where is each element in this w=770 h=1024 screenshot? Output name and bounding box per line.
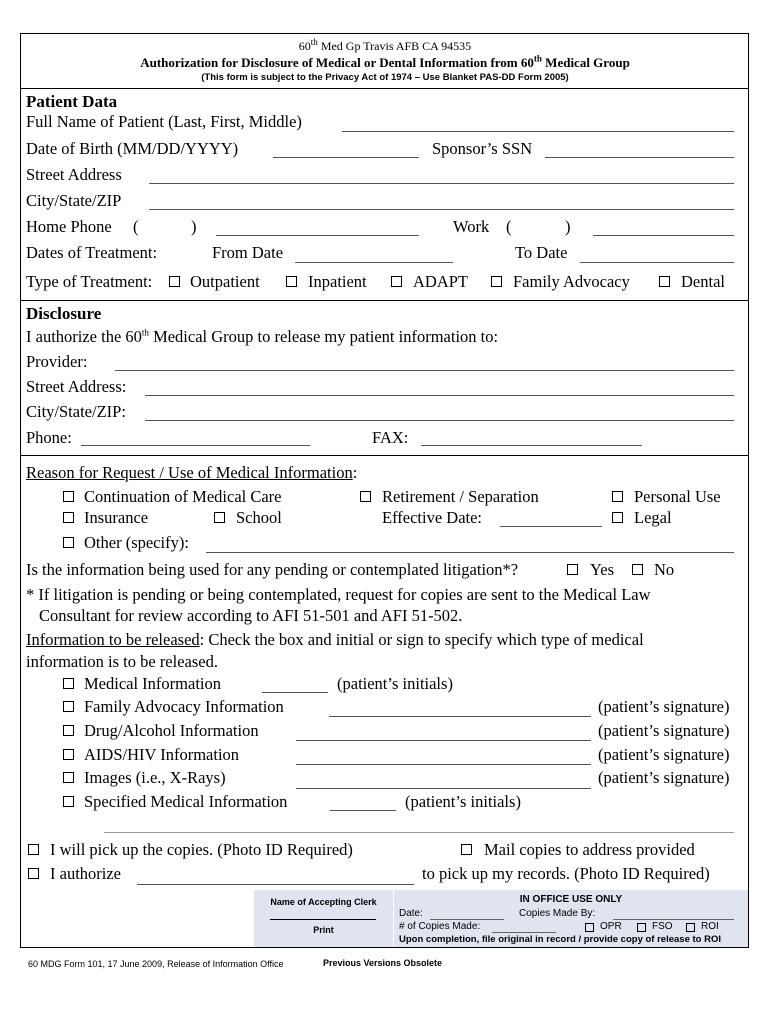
dob-field[interactable] xyxy=(273,157,419,158)
medical-info-label: Medical Information xyxy=(84,674,221,693)
street-label: Street Address xyxy=(26,165,122,184)
aids-hiv-suffix: (patient’s signature) xyxy=(598,745,730,764)
work-phone-field[interactable] xyxy=(593,235,734,236)
effective-date-field[interactable] xyxy=(500,526,602,527)
header-line1-post: Med Gp Travis AFB CA 94535 xyxy=(317,39,472,53)
disclosure-street-field[interactable] xyxy=(145,395,734,396)
specified-info-suffix: (patient’s initials) xyxy=(405,792,521,811)
disclosure-phone-label: Phone: xyxy=(26,428,72,447)
images-signature-field[interactable] xyxy=(296,788,591,789)
medical-info-initials-field[interactable] xyxy=(262,692,328,693)
clerk-name-field[interactable] xyxy=(270,919,376,920)
family-advocacy-info-checkbox[interactable] xyxy=(63,701,74,712)
continuation-label: Continuation of Medical Care xyxy=(84,487,282,506)
authorize-post: Medical Group to release my patient information to: xyxy=(148,327,499,346)
authorize-pre: I authorize the 60 xyxy=(26,327,142,346)
disclosure-heading: Disclosure xyxy=(26,304,102,323)
office-date-field[interactable] xyxy=(430,919,504,920)
info-release-heading xyxy=(26,630,644,650)
insurance-label: Insurance xyxy=(84,508,149,527)
disclosure-fax-field[interactable] xyxy=(421,445,642,446)
to-date-label: To Date xyxy=(515,243,568,262)
retirement-checkbox[interactable] xyxy=(360,491,371,502)
legal-label: Legal xyxy=(634,508,672,527)
litigation-no-label: No xyxy=(654,560,675,579)
drug-alcohol-suffix: (patient’s signature) xyxy=(598,721,730,740)
street-field[interactable] xyxy=(149,183,734,184)
work-phone-label: Work xyxy=(453,217,490,236)
school-label: School xyxy=(236,508,282,527)
legal-checkbox[interactable] xyxy=(612,512,623,523)
reason-heading xyxy=(26,463,357,483)
family-advocacy-signature-field[interactable] xyxy=(329,716,591,717)
specified-info-label: Specified Medical Information xyxy=(84,792,288,811)
roi-label: ROI xyxy=(701,921,719,932)
specified-details-field[interactable] xyxy=(104,832,734,833)
disclosure-fax-label: FAX: xyxy=(372,428,409,447)
from-date-label: From Date xyxy=(212,243,284,262)
completion-note: Upon completion, file original in record / provide copy of release to ROI xyxy=(399,934,721,945)
inpatient-checkbox[interactable] xyxy=(286,276,297,287)
litigation-note-line1: * If litigation is pending or being contemplated, request for copies are sent to the Medical Law xyxy=(26,585,651,604)
authorize-statement xyxy=(26,327,498,347)
aids-hiv-checkbox[interactable] xyxy=(63,749,74,760)
dental-label: Dental xyxy=(681,272,725,291)
work-phone-paren-open: ( xyxy=(506,217,512,236)
images-checkbox[interactable] xyxy=(63,772,74,783)
inpatient-label: Inpatient xyxy=(308,272,367,291)
dob-label: Date of Birth (MM/DD/YYYY) xyxy=(26,139,239,158)
home-phone-paren-close: ) xyxy=(191,217,197,236)
litigation-yes-checkbox[interactable] xyxy=(567,564,578,575)
litigation-question: Is the information being used for any pending or contemplated litigation*? xyxy=(26,560,519,579)
self-pickup-checkbox[interactable] xyxy=(28,844,39,855)
full-name-field[interactable] xyxy=(342,131,734,132)
office-date-label: Date: xyxy=(399,908,423,919)
school-checkbox[interactable] xyxy=(214,512,225,523)
family-advocacy-checkbox[interactable] xyxy=(491,276,502,287)
title-pre: Authorization for Disclosure of Medical or Dental Information from 60 xyxy=(140,55,534,70)
family-advocacy-info-suffix: (patient’s signature) xyxy=(598,697,730,716)
header-line1-pre: 60 xyxy=(298,39,311,53)
form-subtitle: (This form is subject to the Privacy Act of 1974 – Use Blanket PAS-DD Form 2005) xyxy=(201,72,569,83)
litigation-note-line2: Consultant for review according to AFI 51-501 and AFI 51-502. xyxy=(39,606,463,625)
images-suffix: (patient’s signature) xyxy=(598,768,730,787)
aids-hiv-label: AIDS/HIV Information xyxy=(84,745,240,764)
opr-label: OPR xyxy=(600,921,622,932)
disclosure-street-label: Street Address: xyxy=(26,377,127,396)
opr-checkbox[interactable] xyxy=(585,923,594,932)
drug-alcohol-label: Drug/Alcohol Information xyxy=(84,721,259,740)
divider xyxy=(20,88,749,89)
home-phone-paren-open: ( xyxy=(133,217,139,236)
num-copies-field[interactable] xyxy=(492,932,556,933)
drug-alcohol-checkbox[interactable] xyxy=(63,725,74,736)
to-date-field[interactable] xyxy=(580,262,734,263)
medical-info-checkbox[interactable] xyxy=(63,678,74,689)
clerk-label: Name of Accepting Clerk xyxy=(270,897,377,907)
authorize-pickup-checkbox[interactable] xyxy=(28,868,39,879)
self-pickup-label: I will pick up the copies. (Photo ID Required) xyxy=(50,840,353,859)
dental-checkbox[interactable] xyxy=(659,276,670,287)
from-date-field[interactable] xyxy=(295,262,453,263)
header-location xyxy=(0,38,770,54)
drug-alcohol-signature-field[interactable] xyxy=(296,740,591,741)
disclosure-city-label: City/State/ZIP: xyxy=(26,402,126,421)
retirement-label: Retirement / Separation xyxy=(382,487,539,506)
fso-checkbox[interactable] xyxy=(637,923,646,932)
info-release-text2: information is to be released. xyxy=(26,652,218,671)
header-line1-sup: th xyxy=(310,37,318,47)
authorized-person-field[interactable] xyxy=(137,884,414,885)
specified-info-initials-field[interactable] xyxy=(330,810,396,811)
personal-use-label: Personal Use xyxy=(634,487,721,506)
effective-date-label: Effective Date: xyxy=(382,508,483,527)
images-label: Images (i.e., X-Rays) xyxy=(84,768,226,787)
work-phone-paren-close: ) xyxy=(565,217,571,236)
disclosure-city-field[interactable] xyxy=(145,420,734,421)
dates-label: Dates of Treatment: xyxy=(26,243,158,262)
treatment-type-label: Type of Treatment: xyxy=(26,272,153,291)
home-phone-label: Home Phone xyxy=(26,217,112,236)
litigation-no-checkbox[interactable] xyxy=(632,564,643,575)
full-name-label: Full Name of Patient (Last, First, Middle) xyxy=(26,112,302,131)
form-id: 60 MDG Form 101, 17 June 2009, Release of Information Office xyxy=(28,959,284,969)
mail-copies-checkbox[interactable] xyxy=(461,844,472,855)
city-label: City/State/ZIP xyxy=(26,191,122,210)
outpatient-checkbox[interactable] xyxy=(169,276,180,287)
litigation-yes-label: Yes xyxy=(590,560,615,579)
provider-label: Provider: xyxy=(26,352,88,371)
home-phone-field[interactable] xyxy=(216,235,419,236)
personal-use-checkbox[interactable] xyxy=(612,491,623,502)
other-field[interactable] xyxy=(206,552,734,553)
family-advocacy-label: Family Advocacy xyxy=(513,272,630,291)
authorize-pickup-post: to pick up my records. (Photo ID Required) xyxy=(422,864,710,883)
office-use-title: IN OFFICE USE ONLY xyxy=(519,894,623,905)
divider xyxy=(20,300,749,301)
medical-info-suffix: (patient’s initials) xyxy=(337,674,453,693)
title-post: Medical Group xyxy=(541,55,630,70)
info-release-title: Information to be released xyxy=(26,630,200,649)
adapt-label: ADAPT xyxy=(413,272,469,291)
copies-by-label: Copies Made By: xyxy=(519,908,596,919)
insurance-checkbox[interactable] xyxy=(63,512,74,523)
city-field[interactable] xyxy=(149,209,734,210)
other-label: Other (specify): xyxy=(84,533,189,552)
reason-heading-text: Reason for Request / Use of Medical Information xyxy=(26,463,353,482)
authorize-sup: th xyxy=(141,327,149,338)
continuation-checkbox[interactable] xyxy=(63,491,74,502)
title-sup: th xyxy=(533,53,542,64)
print-label: Print xyxy=(313,925,334,935)
provider-field[interactable] xyxy=(115,370,734,371)
mail-copies-label: Mail copies to address provided xyxy=(484,840,695,859)
fso-label: FSO xyxy=(652,921,673,932)
aids-hiv-signature-field[interactable] xyxy=(296,764,591,765)
adapt-checkbox[interactable] xyxy=(391,276,402,287)
copies-by-field[interactable] xyxy=(613,919,734,920)
ssn-label: Sponsor’s SSN xyxy=(432,139,533,158)
form-title xyxy=(0,55,770,71)
authorize-pickup-label: I authorize xyxy=(50,864,122,883)
patient-heading: Patient Data xyxy=(26,92,118,111)
ssn-field[interactable] xyxy=(545,157,734,158)
num-copies-label: # of Copies Made: xyxy=(399,921,481,932)
obsolete-note: Previous Versions Obsolete xyxy=(323,958,443,968)
other-checkbox[interactable] xyxy=(63,537,74,548)
outpatient-label: Outpatient xyxy=(190,272,260,291)
roi-checkbox[interactable] xyxy=(686,923,695,932)
family-advocacy-info-label: Family Advocacy Information xyxy=(84,697,284,716)
specified-info-checkbox[interactable] xyxy=(63,796,74,807)
disclosure-phone-field[interactable] xyxy=(81,445,310,446)
divider xyxy=(20,455,749,456)
reason-heading-colon: : xyxy=(352,463,358,482)
info-release-text: : Check the box and initial or sign to specify which type of medical xyxy=(199,630,644,649)
